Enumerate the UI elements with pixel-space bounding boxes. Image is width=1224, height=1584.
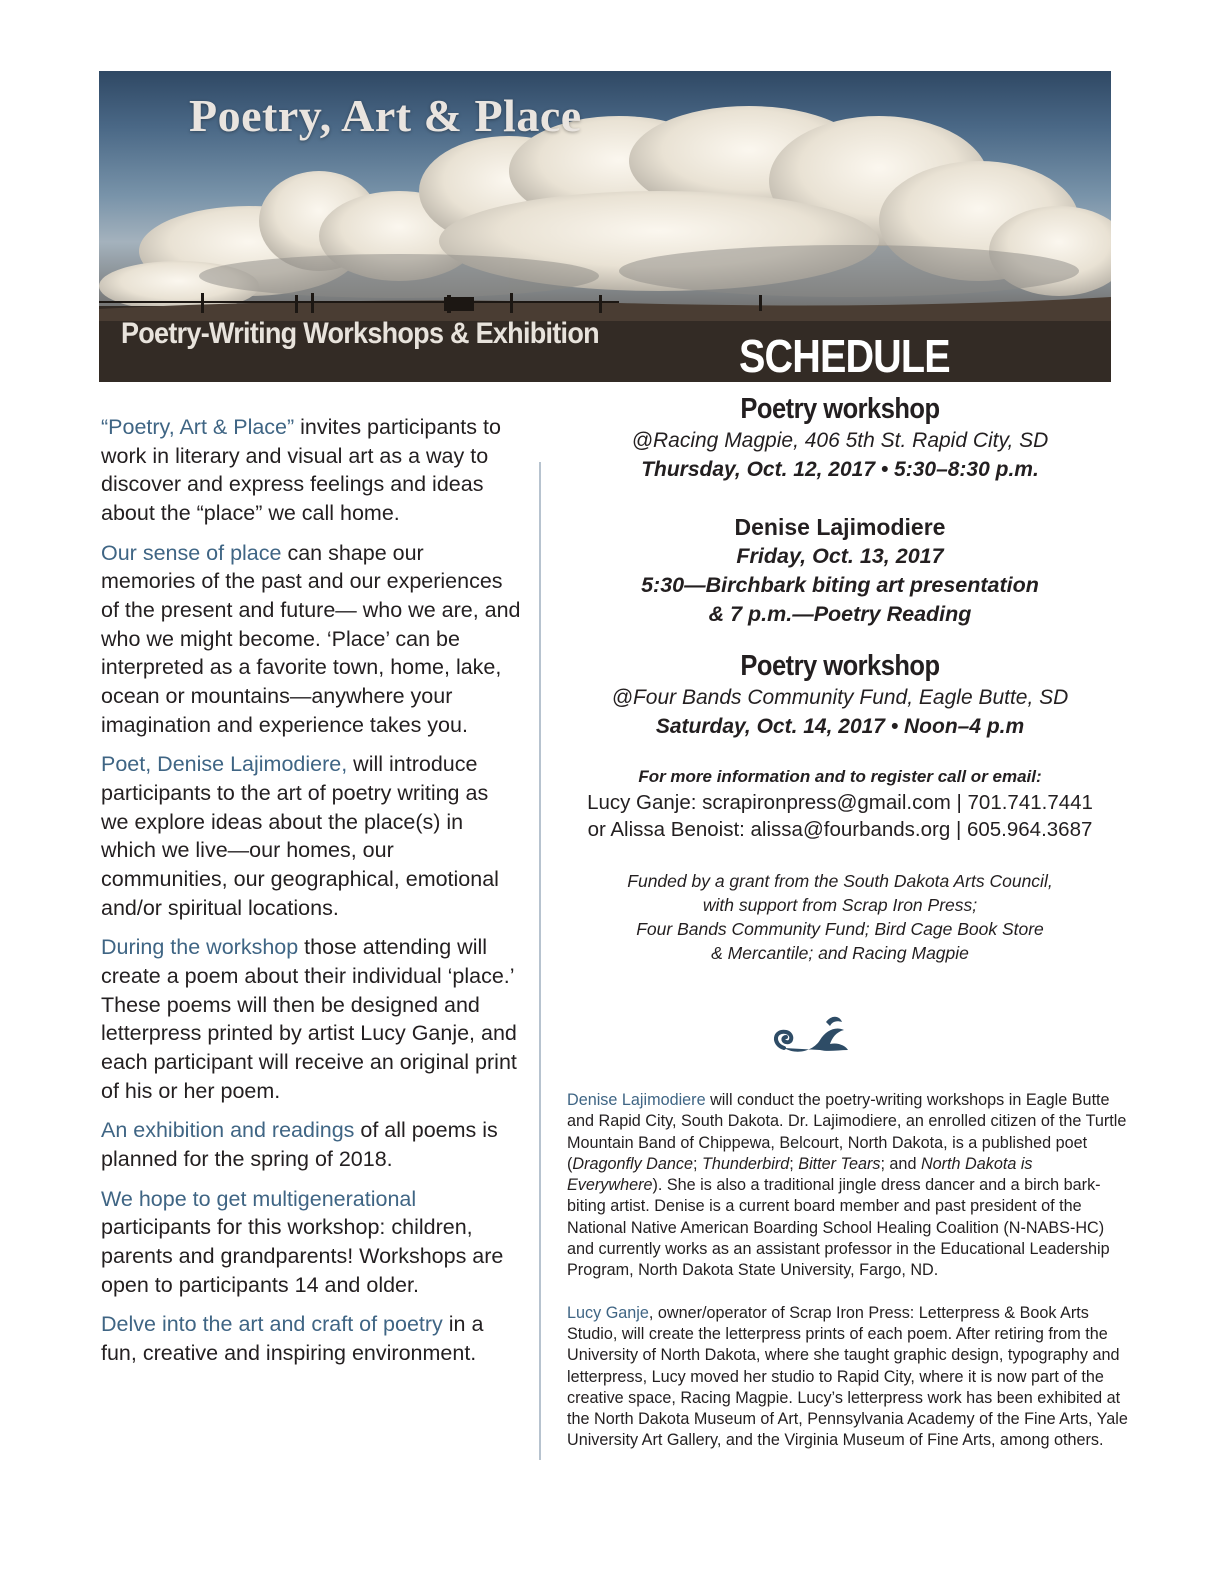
bio-text: ; and [880,1154,921,1173]
book-title: Dragonfly Dance [572,1154,693,1173]
reading-line-2: & 7 p.m.—Poetry Reading [708,602,972,626]
intro-paragraph [101,933,521,1105]
header-banner [99,71,1111,382]
intro-highlight: An exhibition and readings [101,1118,355,1143]
intro-text: will introduce participants to the art of poetry writing as we explore ideas about the place(s) in which we live—our homes, our communities, our geographical, emotional and/or spiritual locations. [101,752,499,920]
intro-paragraph [101,539,521,740]
intro-paragraph [101,1310,521,1367]
column-divider [539,462,541,1460]
bio-lucy [567,1303,1132,1452]
contact-line: Lucy Ganje: scrapironpress@gmail.com | 701.741.7441 [587,791,1093,814]
intro-text: those attending will create a poem about their individual ‘place.’ These poems will then be designed and letterpress printed by artist Lucy Ganje, and each participant will receive an original print of his or her poem. [101,935,517,1103]
workshop-date: Thursday, Oct. 12, 2017 • 5:30–8:30 p.m. [641,458,1039,481]
bios-section [567,1090,1132,1473]
contact-line: or Alissa Benoist: alissa@fourbands.org | 605.964.3687 [587,818,1093,841]
book-title: Thunderbird [701,1154,790,1173]
intro-highlight: Delve into the art and craft of poetry [101,1312,443,1337]
workshop-venue: @Four Bands Community Fund, Eagle Butte, SD [611,686,1069,709]
intro-highlight: Poet, Denise Lajimodiere, [101,752,348,777]
intro-text: of all poems is planned for the spring of 2018. [101,1118,498,1172]
schedule-column [560,392,1120,965]
bio-name: Denise Lajimodiere [567,1091,706,1109]
workshop-venue: @Racing Magpie, 406 5th St. Rapid City, SD [631,429,1049,452]
bio-text: ; [692,1154,702,1173]
bio-name: Lucy Ganje [567,1303,649,1322]
intro-paragraph [101,413,521,528]
intro-text: participants for this workshop: children, parents and grandparents! Workshops are open to participants 14 and older. [101,1215,504,1297]
intro-highlight: We hope to get multigenerational [101,1186,417,1211]
book-title: North Dakota is Everywhere [567,1154,1033,1195]
intro-text: in a fun, creative and inspiring environment. [101,1312,484,1365]
intro-text: can shape our memories of the past and our experiences of the present and future— who we are, and who we might become. ‘Place’ can be interpreted as a favorite town, home, lake, ocean or mountains—anywhere your imagination and experience takes you. [101,540,521,737]
contact-heading: For more information and to register call or email: [638,767,1042,786]
bio-text: ; [789,1154,799,1173]
intro-paragraph [101,1116,521,1173]
bio-denise [567,1090,1132,1282]
workshop-date: Saturday, Oct. 14, 2017 • Noon–4 p.m [655,715,1025,738]
schedule-heading: SCHEDULE [739,330,950,382]
funding-line: with support from Scrap Iron Press; [702,895,978,915]
intro-highlight: Our sense of place [101,540,282,565]
workshop-title: Poetry workshop [740,393,940,425]
funding-line: & Mercantile; and Racing Magpie [711,943,969,963]
workshop-title: Poetry workshop [740,650,940,682]
flourish-ornament-icon [770,1010,852,1062]
reading-name: Denise Lajimodiere [734,514,946,540]
intro-column [101,413,521,1378]
banner-subtitle: Poetry-Writing Workshops & Exhibition [121,317,599,350]
banner-title: Poetry, Art & Place [189,90,582,141]
reading-line-1: 5:30—Birchbark biting art presentation [641,573,1039,597]
book-title: Bitter Tears [798,1154,881,1173]
reading-date: Friday, Oct. 13, 2017 [736,544,944,568]
intro-highlight: “Poetry, Art & Place” [101,415,295,439]
intro-paragraph [101,1185,521,1300]
funding-line: Funded by a grant from the South Dakota Arts Council, [627,871,1053,891]
intro-highlight: During the workshop [101,935,299,960]
funding-line: Four Bands Community Fund; Bird Cage Book Store [636,919,1044,939]
intro-text: invites participants to work in literary and visual art as a way to discover and express feelings and ideas about the “place” we call home. [101,415,501,526]
bio-text: will conduct the poetry-writing workshops in Eagle Butte and Rapid City, South Dakota. Dr. Lajimodiere, an enrolled citizen of the Turtle Mountain Band of Chippewa, Belcourt, North Dakota, is a published poet ( [567,1091,1127,1173]
bio-text: , owner/operator of Scrap Iron Press: Letterpress & Book Arts Studio, will create the letterpress prints of each poem. After retiring from the University of North Dakota, where she taught graphic design, typography and letterpress, Lucy moved her studio to Rapid City, where it is now part of the creative space, Racing Magpie. Lucy’s letterpress work has been exhibited at the North Dakota Museum of Art, Pennsylvania Academy of the Fine Arts, Yale University Art Gallery, and the Virginia Museum of Fine Arts, among others. [567,1303,1128,1450]
bio-text: ). She is also a traditional jingle dress dancer and a birch bark-biting artist. Denise is a current board member and past president of the National Native American Boarding School Healing Coalition (N-NABS-HC) and currently works as an assistant professor in the Educational Leadership Program, North Dakota State University, Fargo, ND. [567,1176,1110,1280]
intro-paragraph [101,750,521,922]
